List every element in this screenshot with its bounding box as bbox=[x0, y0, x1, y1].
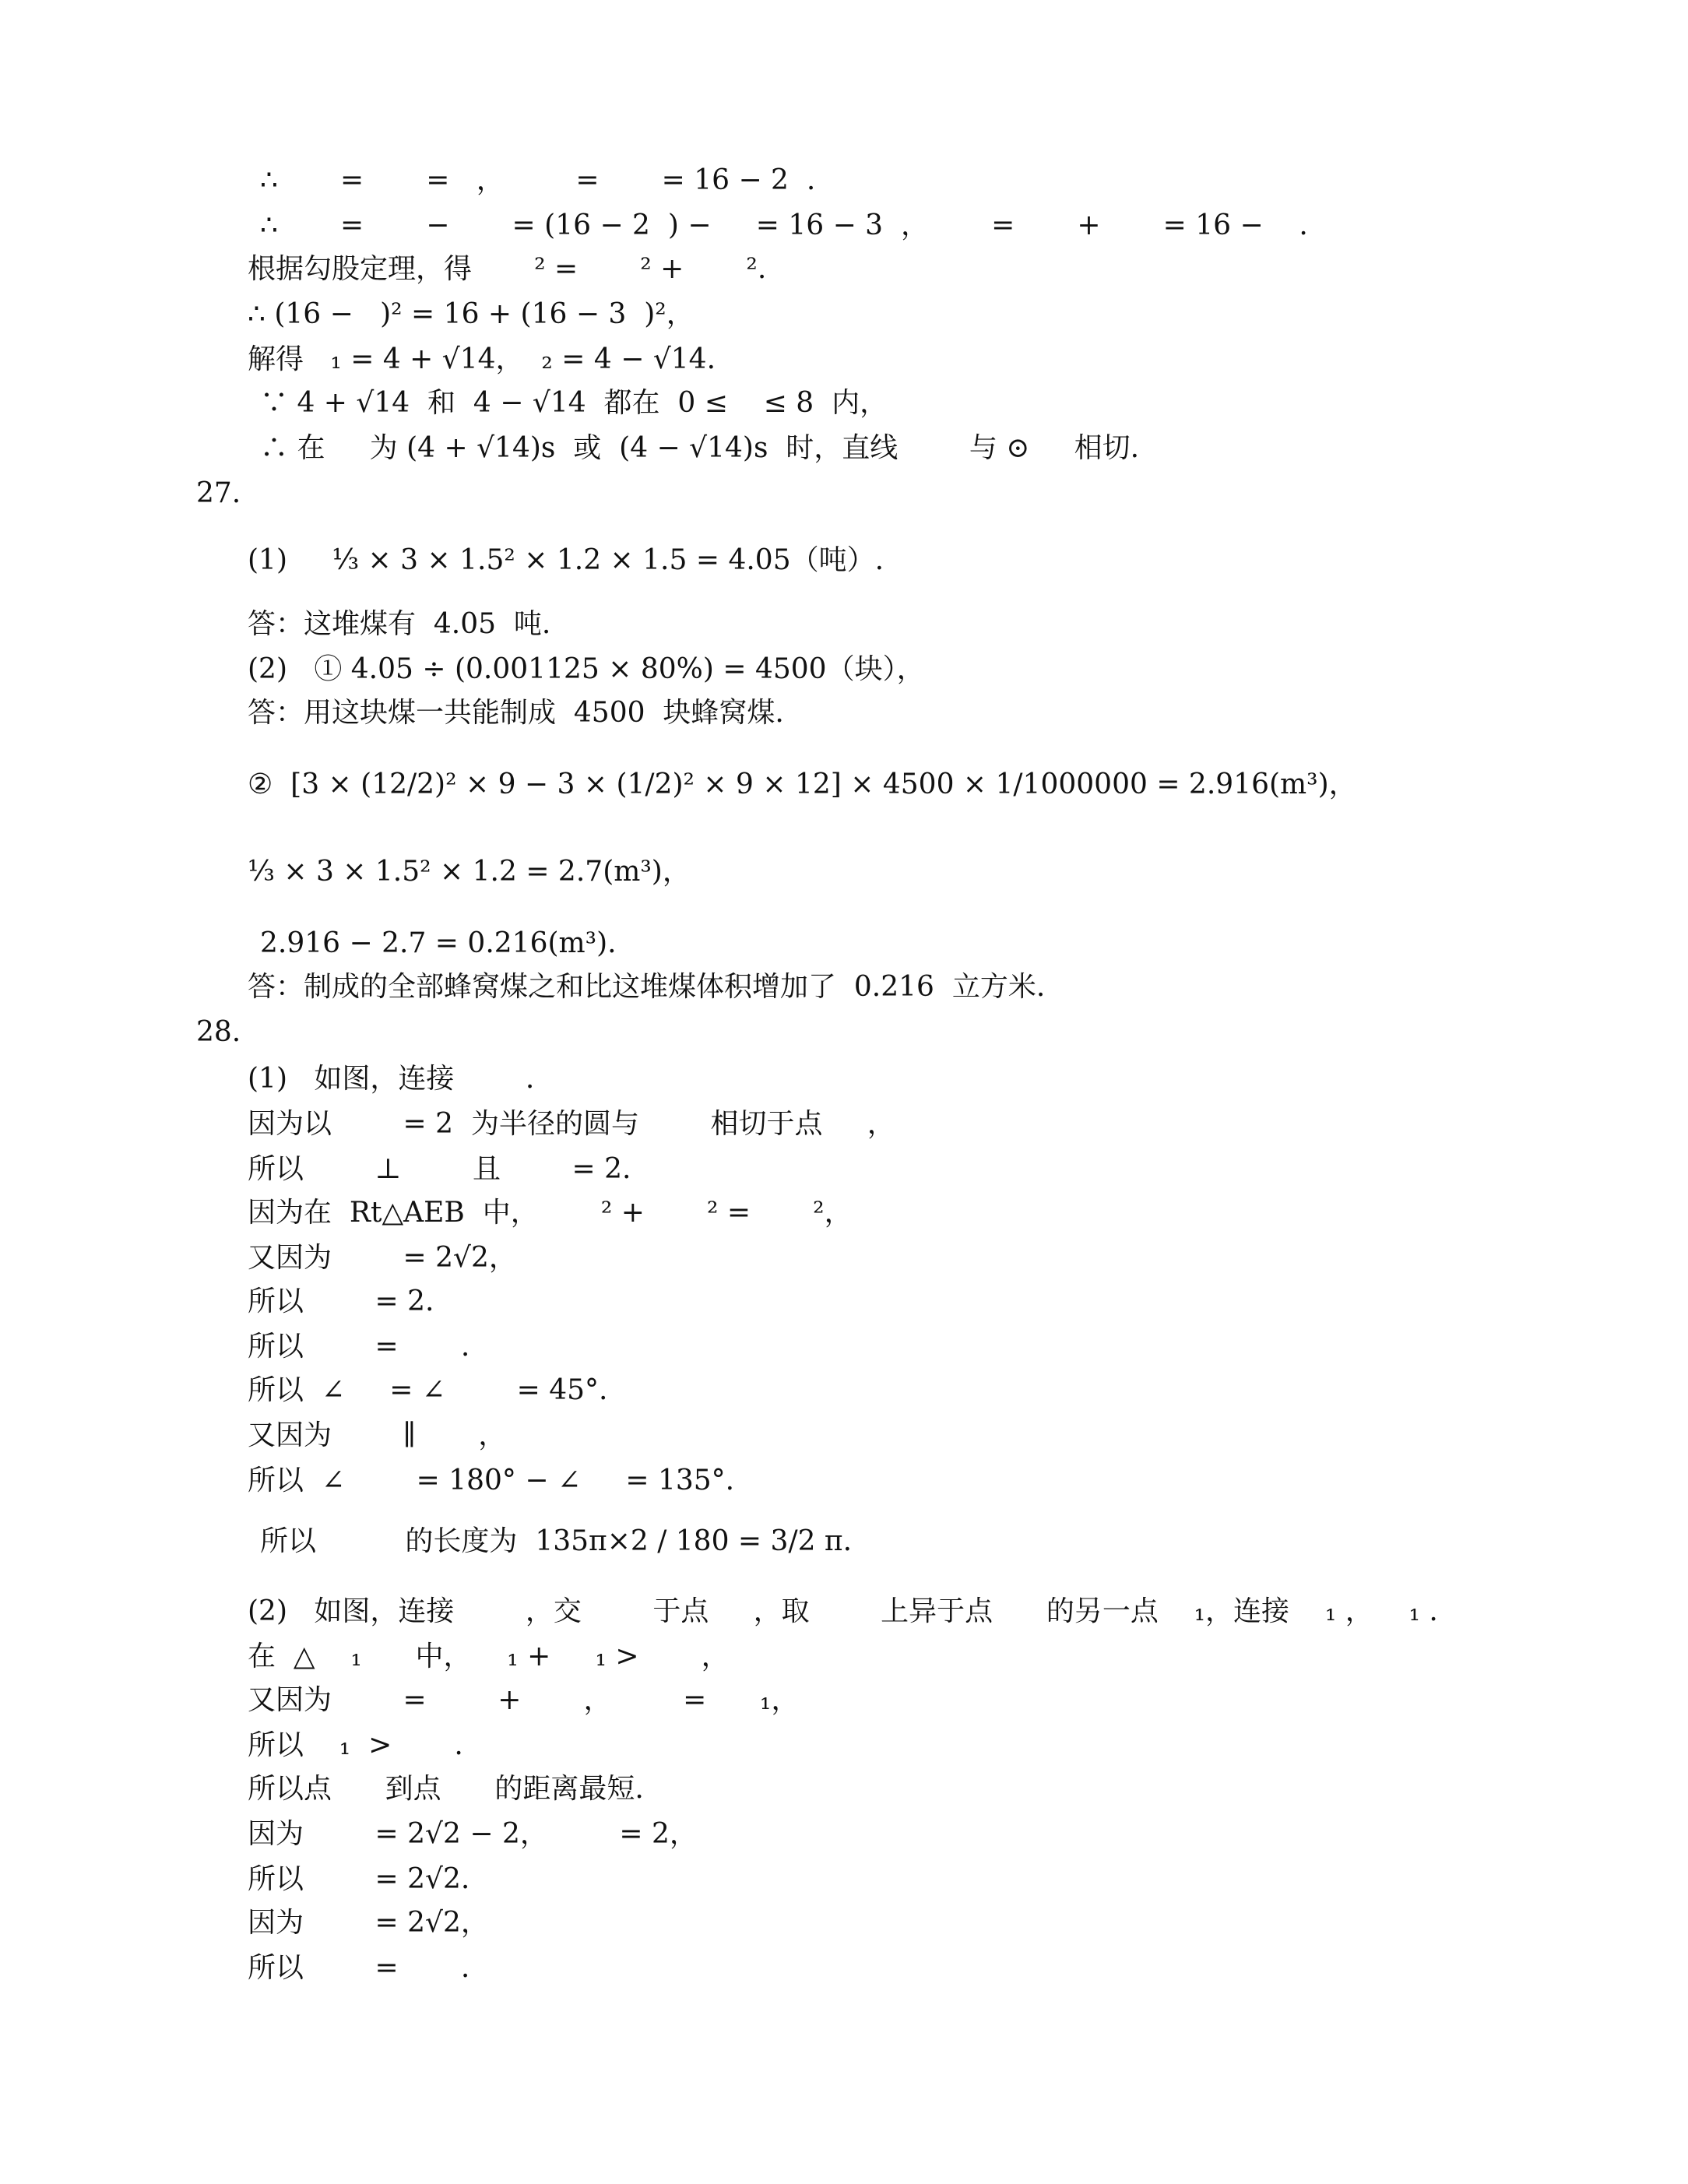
question-number-27: 27. bbox=[196, 477, 241, 509]
question-number-28: 28. bbox=[196, 1016, 241, 1048]
q28-line-3: 所以 ⊥ 且 = 2. bbox=[248, 1153, 631, 1185]
q28-line-11: 所以 的长度为 135π×2 / 180 = 3/2 π. bbox=[260, 1525, 853, 1557]
q28-line-4: 因为在 Rt△AEB 中， ² + ² = ²， bbox=[248, 1197, 853, 1229]
q26-line-7: ∴ 在 为 (4 + √14)s 或 (4 − √14)s 时，直线 与 ⊙ 相切. bbox=[260, 432, 1140, 464]
q27-part2-step3: ⅓ × 3 × 1.5² × 1.2 = 2.7(m³)， bbox=[248, 856, 691, 888]
q27-part2: (2) ① 4.05 ÷ (0.001125 × 80%) = 4500（块）， bbox=[248, 653, 925, 685]
q28-line-8: 所以 ∠ = ∠ = 45°. bbox=[248, 1374, 608, 1406]
q28-line-2: 因为以 = 2 为半径的圆与 相切于点 ， bbox=[248, 1108, 895, 1140]
q26-line-5: 解得 ₁ = 4 + √14， ₂ = 4 − √14. bbox=[248, 343, 716, 375]
q28-line-16: 所以点 到点 的距离最短. bbox=[248, 1773, 644, 1805]
q26-line-1: ∴ = = ， = = 16 − 2 . bbox=[260, 164, 816, 196]
q26-line-6: ∵ 4 + √14 和 4 − √14 都在 0 ≤ ≤ 8 内， bbox=[260, 387, 888, 419]
q26-line-3: 根据勾股定理，得 ² = ² + ². bbox=[248, 253, 767, 285]
q28-line-10: 所以 ∠ = 180° − ∠ = 135°. bbox=[248, 1465, 735, 1496]
q28-line-17: 因为 = 2√2 − 2， = 2， bbox=[248, 1818, 698, 1850]
q28-line-18: 所以 = 2√2. bbox=[248, 1863, 470, 1895]
q27-answer1: 答：这堆煤有 4.05 吨. bbox=[248, 608, 551, 640]
q28-line-6: 所以 = 2. bbox=[248, 1285, 434, 1317]
q28-line-19: 因为 = 2√2， bbox=[248, 1907, 489, 1939]
q28-line-1: (1) 如图，连接 . bbox=[248, 1063, 535, 1095]
q28-line-14: 又因为 = + ， = ₁， bbox=[248, 1684, 800, 1716]
q28-line-15: 所以 ₁ > . bbox=[248, 1729, 463, 1761]
q27-answer3: 答：制成的全部蜂窝煤之和比这堆煤体积增加了 0.216 立方米. bbox=[248, 971, 1046, 1003]
q27-part2-step2: ② [3 × (12/2)² × 9 − 3 × (1/2)² × 9 × 12] × 4500 × 1/1000000 = 2.916(m³)， bbox=[248, 768, 1357, 800]
q28-line-7: 所以 = . bbox=[248, 1331, 470, 1363]
q28-line-12: (2) 如图，连接 ，交 于点 ，取 上异于点 的另一点 ₁，连接 ₁ ， ₁ . bbox=[248, 1595, 1438, 1627]
q28-line-5: 又因为 = 2√2， bbox=[248, 1242, 517, 1274]
q27-answer2: 答：用这块煤一共能制成 4500 块蜂窝煤. bbox=[248, 697, 784, 729]
q28-line-13: 在 △ ₁ 中， ₁ + ₁ > ， bbox=[248, 1641, 730, 1672]
q26-line-2: ∴ = − = (16 − 2 ) − = 16 − 3 ， = + = 16 − . bbox=[260, 209, 1308, 241]
q28-line-9: 又因为 ∥ ， bbox=[248, 1419, 507, 1451]
q27-part1: (1) ⅓ × 3 × 1.5² × 1.2 × 1.5 = 4.05（吨）. bbox=[248, 544, 884, 576]
q26-line-4: ∴ (16 − )² = 16 + (16 − 3 )²， bbox=[248, 298, 695, 330]
q27-part2-step4: 2.916 − 2.7 = 0.216(m³). bbox=[260, 927, 617, 959]
q28-line-20: 所以 = . bbox=[248, 1952, 470, 1984]
